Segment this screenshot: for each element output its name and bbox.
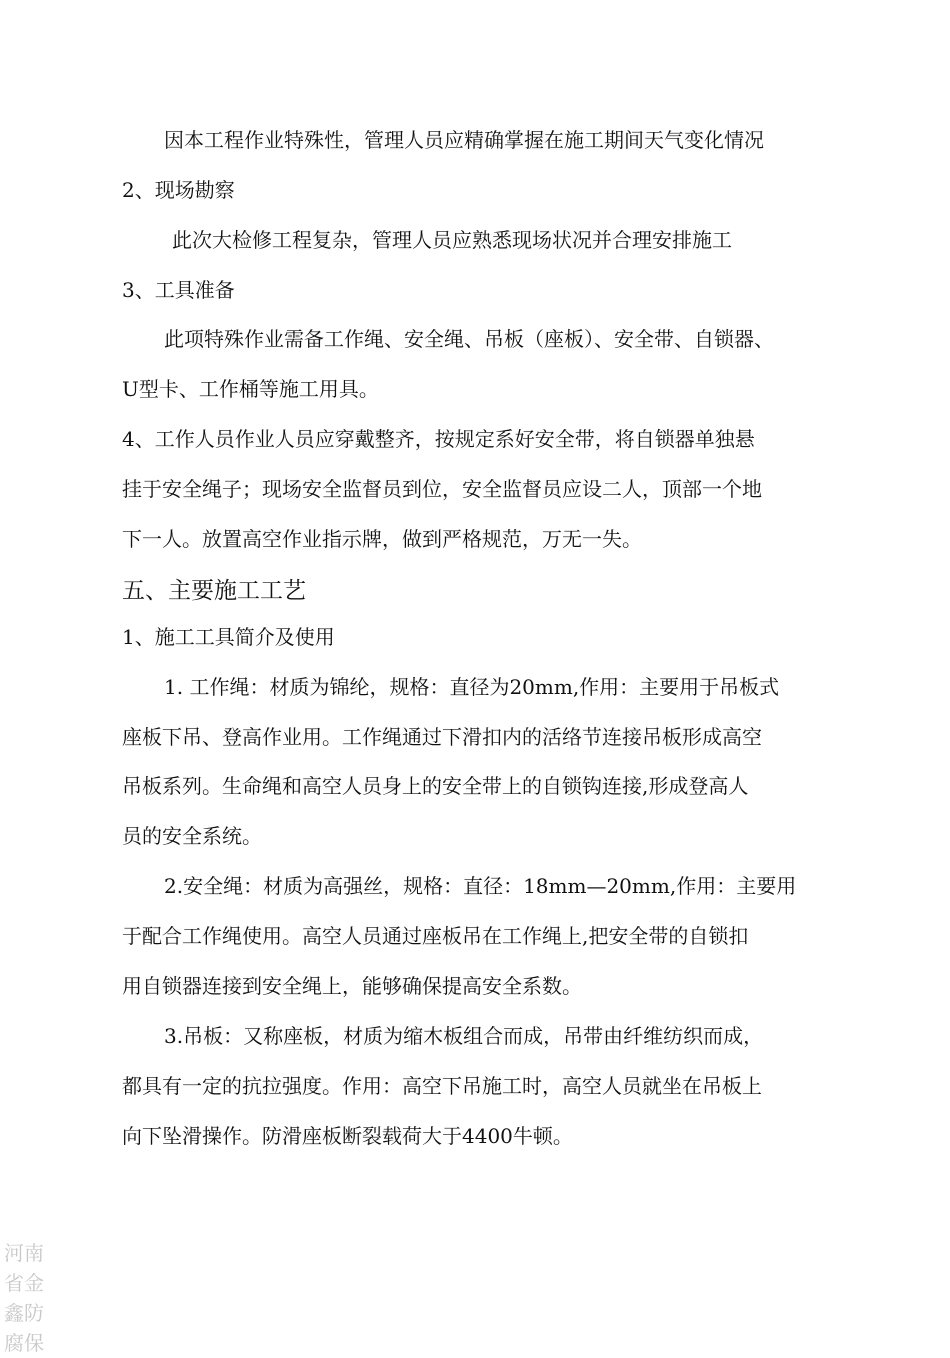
paragraph-seat-board-line-3: 向下坠滑操作。防滑座板断裂载荷大于4400牛顿。: [122, 1124, 573, 1148]
watermark-line: 腐保: [4, 1331, 44, 1355]
paragraph-safety-rope-line-3: 用自锁器连接到安全绳上，能够确保提高安全系数。: [122, 974, 582, 998]
paragraph-seat-board-line-1: 3.吊板：又称座板，材质为缩木板组合而成，吊带由纤维纺织而成，: [164, 1024, 764, 1048]
watermark-line: 省金: [4, 1271, 44, 1295]
heading-tool-prep: 3、工具准备: [122, 278, 235, 302]
watermark: [4, 1238, 52, 1358]
paragraph-worker-line-2: 挂于安全绳子；现场安全监督员到位，安全监督员应设二人，顶部一个地: [122, 477, 762, 501]
paragraph-site-survey: 此次大检修工程复杂，管理人员应熟悉现场状况并合理安排施工: [172, 228, 732, 252]
watermark-line: 鑫防: [4, 1301, 44, 1325]
paragraph-tool-prep-line-2: U型卡、工作桶等施工用具。: [122, 377, 379, 401]
paragraph-work-rope-line-3: 吊板系列。生命绳和高空人员身上的安全带上的自锁钩连接,形成登高人: [122, 774, 749, 798]
paragraph-tool-prep-line-1: 此项特殊作业需备工作绳、安全绳、吊板（座板）、安全带、自锁器、: [164, 327, 774, 351]
paragraph-safety-rope-line-2: 于配合工作绳使用。高空人员通过座板吊在工作绳上,把安全带的自锁扣: [122, 924, 749, 948]
paragraph-work-rope-line-2: 座板下吊、登高作业用。工作绳通过下滑扣内的活络节连接吊板形成高空: [122, 725, 762, 749]
subheading-tools-intro: 1、施工工具简介及使用: [122, 625, 335, 649]
paragraph-safety-rope-line-1: 2.安全绳：材质为高强丝，规格：直径：18mm—20mm,作用：主要用: [164, 874, 797, 898]
heading-site-survey: 2、现场勘察: [122, 178, 235, 202]
paragraph-work-rope-line-1: 1. 工作绳：材质为锦纶，规格：直径为20mm,作用：主要用于吊板式: [164, 675, 780, 699]
paragraph-weather: 因本工程作业特殊性，管理人员应精确掌握在施工期间天气变化情况: [164, 128, 764, 152]
paragraph-seat-board-line-2: 都具有一定的抗拉强度。作用：高空下吊施工时，高空人员就坐在吊板上: [122, 1074, 762, 1098]
section-heading-main-process: 五、主要施工工艺: [122, 578, 306, 604]
paragraph-worker-line-1: 4、工作人员作业人员应穿戴整齐，按规定系好安全带，将自锁器单独悬: [122, 427, 755, 451]
paragraph-work-rope-line-4: 员的安全系统。: [122, 824, 262, 848]
watermark-line: 河南: [4, 1241, 44, 1265]
paragraph-worker-line-3: 下一人。放置高空作业指示牌，做到严格规范，万无一失。: [122, 527, 642, 551]
